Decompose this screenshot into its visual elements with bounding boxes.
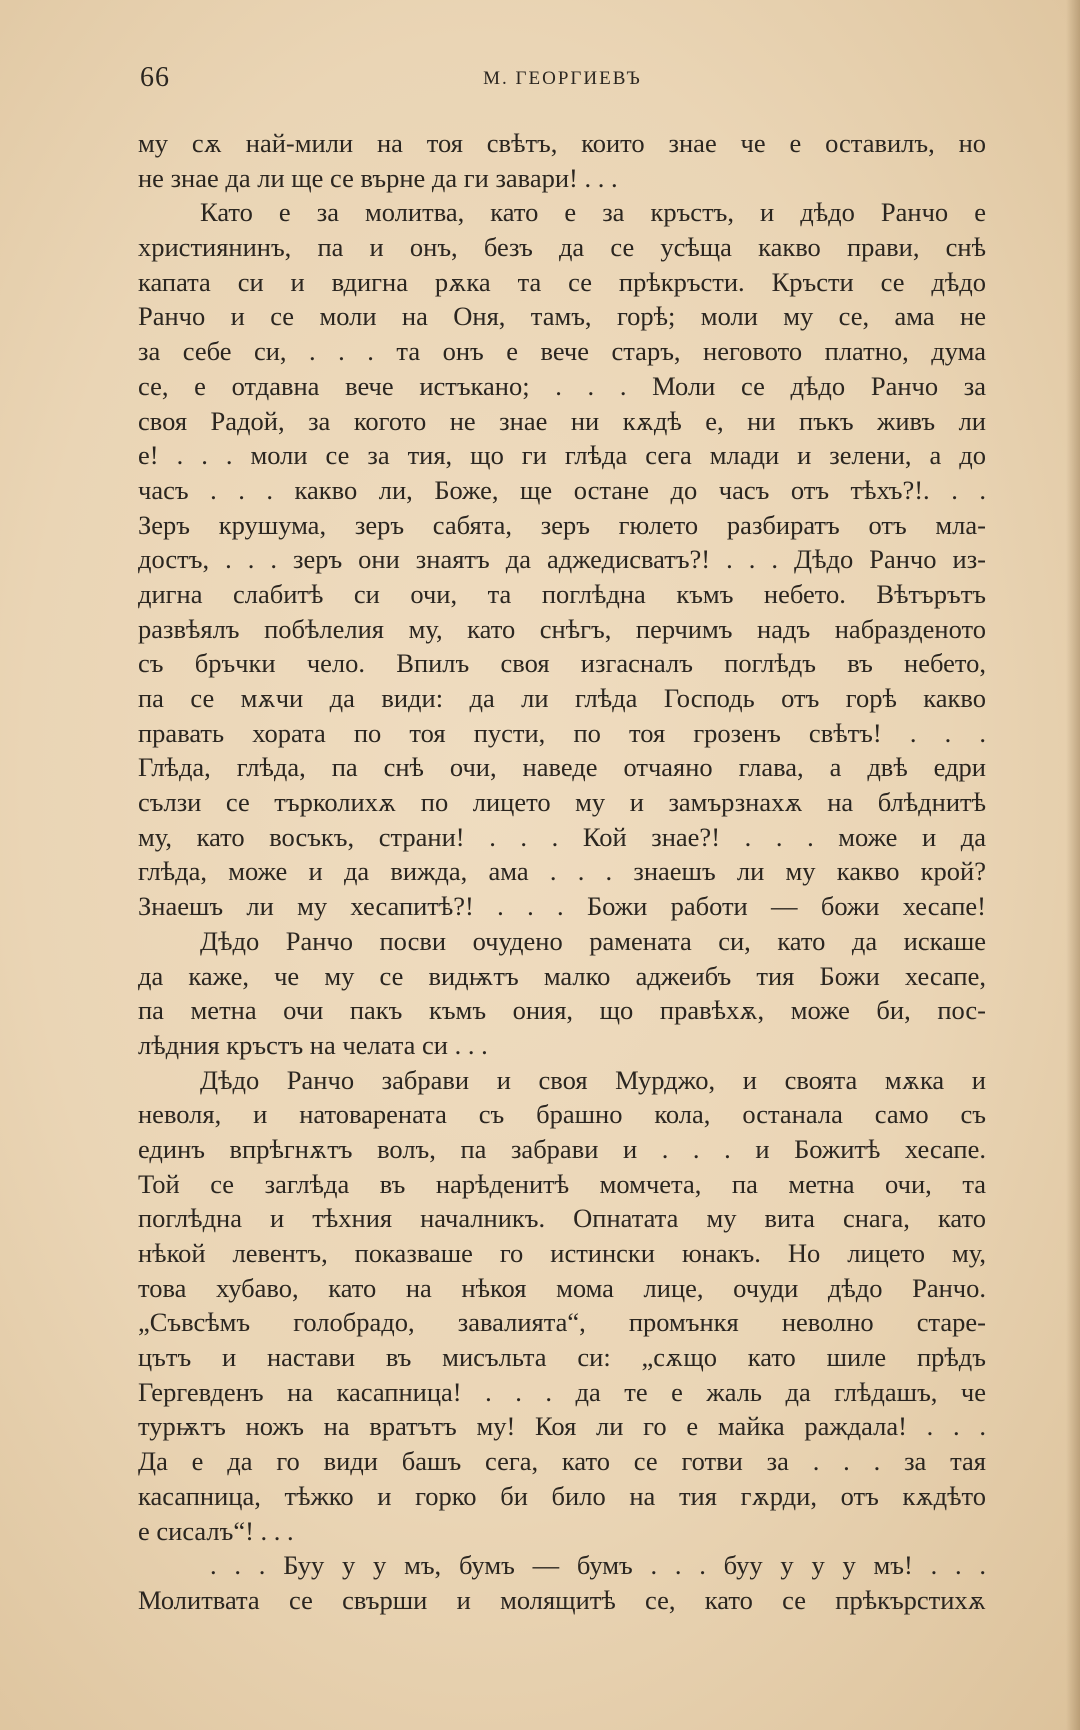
- text-line: Ранчо и се моли на Оня, тамъ, горѣ; моли му се, ама не: [138, 301, 986, 332]
- text-line: Дѣдо Ранчо посви очудено рамената си, като да искаше: [200, 925, 986, 956]
- text-line: му сѫ най-мили на тоя свѣтъ, които знае че е оставилъ, но: [138, 128, 986, 158]
- page-header: [140, 62, 985, 102]
- text-line: па метна очи пакъ къмъ ония, що правѣхѫ, може би, пос-: [138, 995, 986, 1026]
- text-line: християнинъ, па и онъ, безъ да се усѣща какво прави, снѣ: [138, 232, 986, 263]
- text-line: Да е да го види башъ сега, като се готви за . . . за тая: [138, 1446, 986, 1477]
- running-title: М. ГЕОРГИЕВЪ: [483, 68, 642, 89]
- text-line: глѣда, може и да вижда, ама . . . знаешъ ли му какво крой?: [138, 856, 986, 887]
- text-line: . . . Буу у у мъ, бумъ — бумъ . . . буу у у у мъ! . . .: [210, 1550, 986, 1581]
- text-line: му, като восъкъ, страни! . . . Кой знае?! . . . може и да: [138, 821, 986, 852]
- text-line: дигна слабитѣ си очи, та поглѣдна къмъ небето. Вѣтърътъ: [138, 578, 986, 609]
- text-line: своя Радой, за когото не знае ни кѫдѣ е, ни пъкъ живъ ли: [138, 405, 986, 436]
- text-line: касапница, тѣжко и горко би било на тия гѫрди, отъ кѫдѣто: [138, 1480, 986, 1511]
- text-line: нѣкой левентъ, показваше го истински юнакъ. Но лицето му,: [138, 1238, 986, 1268]
- text-line: поглѣдна и тѣхния началникъ. Опнатата му вита снага, като: [138, 1203, 986, 1234]
- text-line: часъ . . . какво ли, Боже, ще остане до часъ отъ тѣхъ?!. . .: [138, 474, 986, 505]
- page-edge-shadow: [1066, 0, 1080, 1730]
- text-line: е сисалъ“! . . .: [138, 1515, 294, 1546]
- text-line: неволя, и натоварената съ брашно кола, останала само съ: [138, 1099, 986, 1130]
- text-line: съ бръчки чело. Впилъ своя изгасналъ поглѣдъ въ небето,: [138, 648, 986, 679]
- text-line: Молитвата се свърши и молящитѣ се, като се прѣкърстихѫ: [138, 1584, 986, 1615]
- text-line: лѣдния кръстъ на челата си . . .: [138, 1029, 488, 1060]
- text-line: сълзи се търколихѫ по лицето му и замързнахѫ на блѣднитѣ: [138, 787, 986, 818]
- text-line: развѣялъ побѣлелия му, като снѣгъ, перчимъ надъ набразденото: [138, 613, 986, 644]
- text-line: не знае да ли ще се върне да ги завари! . . .: [138, 162, 618, 193]
- text-line: „Съвсѣмъ голобрадо, завалията“, промънкя неволно старе-: [138, 1307, 986, 1338]
- text-line: Дѣдо Ранчо забрави и своя Мурджо, и своята мѫка и: [200, 1064, 986, 1095]
- text-line: е! . . . моли се за тия, що ги глѣда сега млади и зелени, а до: [138, 440, 986, 471]
- text-line: правать хората по тоя пусти, по тоя грозенъ свѣтъ! . . .: [138, 717, 986, 748]
- text-line: единъ впрѣгнѫтъ волъ, па забрави и . . . и Божитѣ хесапе.: [138, 1133, 986, 1164]
- text-line: Гергевденъ на касапница! . . . да те е жаль да глѣдашъ, че: [138, 1376, 986, 1407]
- text-line: цътъ и настави въ мисъльта си: „сѫщо като шиле прѣдъ: [138, 1342, 986, 1373]
- text-line: Знаешъ ли му хесапитѣ?! . . . Божи работи — божи хесапе!: [138, 891, 986, 922]
- text-line: турѭтъ ножъ на вратътъ му! Коя ли го е майка раждала! . . .: [138, 1411, 986, 1442]
- text-line: капата си и вдигна рѫка та се прѣкръсти. Кръсти се дѣдо: [138, 266, 986, 297]
- text-line: за себе си, . . . та онъ е вече старъ, неговото платно, дума: [138, 336, 986, 367]
- text-line: Глѣда, глѣда, па снѣ очи, наведе отчаяно глава, а двѣ едри: [138, 752, 986, 783]
- text-line: това хубаво, като на нѣкоя мома лице, очуди дѣдо Ранчо.: [138, 1272, 986, 1303]
- text-line: па се мѫчи да види: да ли глѣда Господь отъ горѣ какво: [138, 683, 986, 713]
- text-line: да каже, че му се видѭтъ малко аджеибъ тия Божи хесапе,: [138, 960, 986, 991]
- text-line: Като е за молитва, като е за кръстъ, и дѣдо Ранчо е: [200, 197, 986, 228]
- text-line: Той се заглѣда въ нарѣденитѣ момчета, па метна очи, та: [138, 1168, 986, 1199]
- body-text: [138, 126, 986, 1618]
- text-line: се, е отдавна вече истъкано; . . . Моли се дѣдо Ранчо за: [138, 370, 986, 401]
- page-number: 66: [140, 62, 170, 93]
- text-line: Зеръ крушума, зеръ сабята, зеръ гюлето разбиратъ отъ мла-: [138, 509, 986, 540]
- text-line: достъ, . . . зеръ они знаятъ да аджедисватъ?! . . . Дѣдо Ранчо из-: [138, 544, 986, 575]
